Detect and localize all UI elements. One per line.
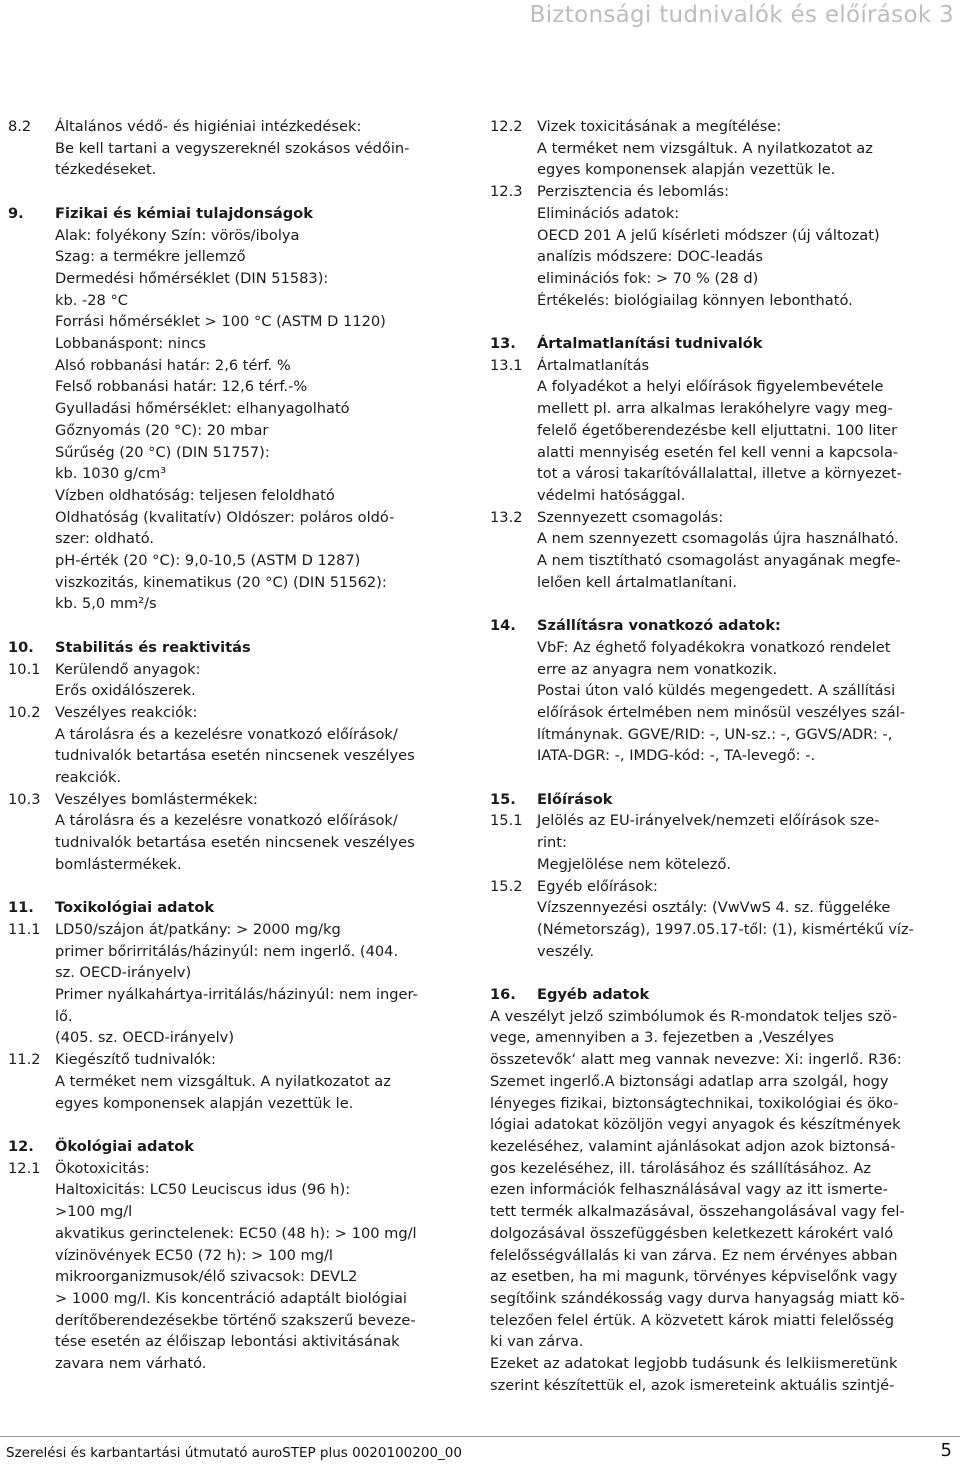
text-line: zavara nem várható. [55, 1355, 207, 1373]
section-number: 10.2 [8, 703, 41, 721]
section-number: 10.1 [8, 660, 41, 678]
text-line: A terméket nem vizsgáltuk. A nyilatkozatot az [55, 1072, 391, 1090]
text-line: (405. sz. OECD-irányelv) [55, 1029, 235, 1047]
section-number: 12.1 [8, 1159, 41, 1177]
page-number: 5 [940, 1440, 952, 1461]
text-line: erre az anyagra nem vonatkozik. [537, 660, 778, 678]
text-line: Be kell tartani a vegyszereknél szokásos védőin- [55, 139, 410, 157]
text-line: Egyéb előírások: [537, 877, 658, 895]
section-text [55, 702, 468, 789]
text-line: lítmánynak. GGVE/RID: -, UN-sz.: -, GGVS/ADR: -, [537, 725, 893, 743]
text-line: telezően felel értük. A közvetett károk miatti felelősség [490, 1311, 895, 1329]
text-line: bomlástermékek. [55, 855, 182, 873]
text-line: Értékelés: biológiailag könnyen lebontható. [537, 291, 853, 309]
section-spacer [8, 876, 468, 898]
text-line: Vízben oldhatóság: teljesen feloldható [55, 486, 335, 504]
section-heading [490, 615, 952, 637]
text-line: viszkozitás, kinematikus (20 °C) (DIN 51562): [55, 573, 387, 591]
section-spacer [490, 593, 952, 615]
text-line: A nem szennyezett csomagolás újra használható. [537, 530, 899, 548]
right-column [490, 116, 952, 1396]
text-line: rint: [537, 834, 567, 852]
text-line: Szállításra vonatkozó adatok: [537, 617, 781, 635]
section-item [8, 789, 468, 876]
text-line: Lobbanáspont: nincs [55, 335, 206, 353]
text-line: akvatikus gerinctelenek: EC50 (48 h): > 100 mg/l [55, 1224, 417, 1242]
text-line: mellett pl. arra alkalmas lerakóhelyre vagy meg- [537, 400, 893, 418]
text-line: kb. 1030 g/cm³ [55, 465, 167, 483]
section-text [55, 1049, 468, 1114]
section-number: 14. [490, 617, 516, 635]
text-line: Stabilitás és reaktivitás [55, 638, 251, 656]
text-line: Perzisztencia és lebomlás: [537, 183, 730, 201]
section-text [537, 810, 952, 875]
section-text [55, 203, 468, 225]
section-title: Biztonsági tudnivalók és előírások 3 [529, 2, 954, 28]
text-line: Szennyezett csomagolás: [537, 508, 724, 526]
section-item [8, 702, 468, 789]
section-item [8, 116, 468, 181]
section-item [8, 1158, 468, 1375]
section-heading [490, 984, 952, 1006]
section-text [537, 615, 952, 637]
text-line: lényeges fizikai, biztonságtechnikai, toxikológiai és öko- [490, 1094, 899, 1112]
section-text [55, 919, 468, 1049]
section-text [537, 181, 952, 311]
section-spacer [490, 962, 952, 984]
section-item [490, 507, 952, 594]
text-line: tett termék alkalmazásával, összehangolásával vagy fel- [490, 1203, 905, 1221]
text-line: egyes komponensek alapján vezettük le. [537, 161, 836, 179]
text-line: A terméket nem vizsgáltuk. A nyilatkozatot az [537, 139, 873, 157]
text-line: >100 mg/l [55, 1203, 133, 1221]
section-number: 13. [490, 335, 516, 353]
text-line: tudnivalók betartása esetén nincsenek veszélyes [55, 747, 415, 765]
text-line: Postai úton való küldés megengedett. A szállítási [537, 682, 896, 700]
section-text [55, 116, 468, 181]
left-column [8, 116, 468, 1375]
text-line: ezen információk felhasználásával vagy az itt ismerte- [490, 1181, 888, 1199]
section-heading [8, 897, 468, 919]
text-line: Ártalmatlanítás [537, 356, 650, 374]
text-line: szerint készítettük el, azok ismereteink aktuális szintjé- [490, 1376, 895, 1394]
text-line: A nem tisztítható csomagolást anyagának megfe- [537, 552, 901, 570]
text-line: sz. OECD-irányelv) [55, 964, 192, 982]
section-text [537, 355, 952, 507]
section-number: 11.2 [8, 1051, 41, 1069]
text-line: Dermedési hőmérséklet (DIN 51583): [55, 269, 329, 287]
section-spacer [8, 615, 468, 637]
section-number [8, 225, 55, 616]
section-number: 15.2 [490, 877, 523, 895]
section-number: 10. [8, 638, 34, 656]
section-text [55, 897, 468, 919]
section-number: 13.1 [490, 356, 523, 374]
section-item [490, 355, 952, 507]
section-spacer [8, 1114, 468, 1136]
text-line: előírások értelmében nem minősül veszélyes szál- [537, 703, 906, 721]
text-line: mikroorganizmusok/élő szivacsok: DEVL2 [55, 1268, 358, 1286]
text-line: primer bőrirritálás/házinyúl: nem ingerlő. (404. [55, 942, 399, 960]
page-header [0, 0, 960, 34]
footer-divider [0, 1436, 960, 1437]
text-line: Ökológiai adatok [55, 1137, 195, 1155]
text-line: lelően kell ártalmatlanítani. [537, 573, 737, 591]
section-text [55, 1158, 468, 1375]
text-line: A veszélyt jelző szimbólumok és R-mondatok teljes szö- [490, 1007, 898, 1025]
text-line: gos kezeléséhez, ill. tárolásához és szállításához. Az [490, 1159, 872, 1177]
text-line: vízinövények EC50 (72 h): > 100 mg/l [55, 1246, 333, 1264]
text-line: Felső robbanási határ: 12,6 térf.-% [55, 378, 308, 396]
text-line: Kerülendő anyagok: [55, 660, 201, 678]
section-number: 10.3 [8, 790, 41, 808]
text-line: analízis módszere: DOC-leadás [537, 248, 764, 266]
text-line: az esetben, ha mi magunk, törvényes képviselőnk vagy [490, 1268, 898, 1286]
text-line: Gyulladási hőmérséklet: elhanyagolható [55, 400, 350, 418]
text-line: Jelölés az EU-irányelvek/nemzeti előírások sze- [537, 812, 880, 830]
section-text [490, 1006, 952, 1397]
text-line: Kiegészítő tudnivalók: [55, 1051, 216, 1069]
section-spacer [490, 767, 952, 789]
section-number: 15.1 [490, 812, 523, 830]
section-number: 11. [8, 899, 34, 917]
text-line: Primer nyálkahártya-irritálás/házinyúl: nem inger- [55, 986, 418, 1004]
text-line: Veszélyes reakciók: [55, 703, 198, 721]
section-text [537, 789, 952, 811]
text-line: lő. [55, 1007, 73, 1025]
text-line: Szemet ingerlő.A biztonsági adatlap arra szolgál, hogy [490, 1072, 889, 1090]
text-line: Általános védő- és higiéniai intézkedések: [55, 118, 362, 135]
text-line: kezeléséhez, valamint ajánlásokat adjon azok biztonsá- [490, 1137, 896, 1155]
text-line: Eliminációs adatok: [537, 204, 680, 222]
section-item [8, 919, 468, 1049]
text-line: tése esetén az élőiszap lebontási aktivitásának [55, 1333, 400, 1351]
section-item [8, 1049, 468, 1114]
text-line: derítőberendezésekbe történő szakszerű beveze- [55, 1311, 416, 1329]
text-line: A tárolásra és a kezelésre vonatkozó előírások/ [55, 812, 398, 830]
section-heading [490, 333, 952, 355]
text-line: Oldhatóság (kvalitatív) Oldószer: poláros oldó- [55, 508, 395, 526]
text-line: vege, amennyiben a 3. fejezetben a ‚Veszélyes [490, 1029, 834, 1047]
text-line: > 1000 mg/l. Kis koncentráció adaptált biológiai [55, 1289, 407, 1307]
section-text [537, 116, 952, 181]
section-text [537, 333, 952, 355]
section-heading [8, 637, 468, 659]
text-line: Ökotoxicitás: [55, 1159, 150, 1177]
page-footer [0, 1436, 960, 1466]
text-line: VbF: Az éghető folyadékokra vonatkozó rendelet [537, 638, 891, 656]
text-line: Gőznyomás (20 °C): 20 mbar [55, 421, 269, 439]
text-line: Alsó robbanási határ: 2,6 térf. % [55, 356, 291, 374]
section-heading [8, 203, 468, 225]
text-line: A tárolásra és a kezelésre vonatkozó előírások/ [55, 725, 398, 743]
text-line: felelősségvállalás ki van zárva. Ez nem érvényes abban [490, 1246, 898, 1264]
section-item [490, 637, 952, 767]
text-line: felelő égetőberendezésbe kell eljuttatni. 100 liter [537, 421, 898, 439]
text-line: ki van zárva. [490, 1333, 584, 1351]
text-line: tot a városi takarítóvállalattal, illetve a környezet- [537, 465, 902, 483]
text-line: Megjelölése nem kötelező. [537, 855, 732, 873]
text-line: szer: oldható. [55, 530, 155, 548]
text-line: tudnivalók betartása esetén nincsenek veszélyes [55, 834, 415, 852]
section-text [537, 876, 952, 963]
section-item [490, 810, 952, 875]
text-line: Sűrűség (20 °C) (DIN 51757): [55, 443, 270, 461]
section-item [8, 659, 468, 702]
text-line: kb. 5,0 mm²/s [55, 595, 157, 613]
section-number: 8.2 [8, 118, 32, 135]
text-line: alatti mennyiség esetén fel kell venni a kapcsola- [537, 443, 899, 461]
footer-document-title: Szerelési és karbantartási útmutató auroSTEP plus 0020100200_00 [6, 1445, 462, 1461]
text-line: összetevők‘ alatt meg vannak nevezve: Xi: ingerlő. R36: [490, 1051, 902, 1069]
text-line: Forrási hőmérséklet > 100 °C (ASTM D 1120) [55, 313, 386, 331]
section-spacer [490, 311, 952, 333]
section-item [8, 225, 468, 616]
text-line: veszély. [537, 942, 595, 960]
text-line: Alak: folyékony Szín: vörös/ibolya [55, 226, 300, 244]
text-line: kb. -28 °C [55, 291, 128, 309]
section-text [55, 637, 468, 659]
section-text [537, 507, 952, 594]
text-line: Vízszennyezési osztály: (VwVwS 4. sz. függeléke [537, 899, 891, 917]
text-line: OECD 201 A jelű kísérleti módszer (új változat) [537, 226, 880, 244]
text-line: Előírások [537, 790, 613, 808]
section-number: 15. [490, 790, 516, 808]
text-line: Vizek toxicitásának a megítélése: [537, 118, 782, 135]
text-line: dolgozásával összefüggésben keletkezett károkért való [490, 1224, 894, 1242]
section-item [490, 876, 952, 963]
text-line: IATA-DGR: -, IMDG-kód: -, TA-levegő: -. [537, 747, 816, 765]
text-line: védelmi hatósággal. [537, 486, 686, 504]
section-text [55, 789, 468, 876]
section-text [537, 984, 952, 1006]
section-text [537, 637, 952, 767]
section-text [55, 225, 468, 616]
text-line: Ezeket az adatokat legjobb tudásunk és lelkiismeretünk [490, 1355, 898, 1373]
section-item [490, 116, 952, 181]
section-number: 12. [8, 1137, 34, 1155]
text-line: A folyadékot a helyi előírások figyelembevétele [537, 378, 884, 396]
text-line: lógiai adatokat közöljön vegyi anyagok és készítmények [490, 1116, 901, 1134]
section-number: 9. [8, 204, 24, 222]
section-number [490, 637, 537, 767]
section-number: 16. [490, 986, 516, 1004]
text-line: reakciók. [55, 769, 122, 787]
section-number: 12.3 [490, 183, 523, 201]
section-item [490, 181, 952, 311]
text-line: Szag: a termékre jellemző [55, 248, 246, 266]
text-line: Toxikológiai adatok [55, 899, 215, 917]
text-line: LD50/szájon át/patkány: > 2000 mg/kg [55, 920, 341, 938]
text-line: pH-érték (20 °C): 9,0-10,5 (ASTM D 1287) [55, 552, 361, 570]
text-line: Ártalmatlanítási tudnivalók [537, 335, 763, 353]
text-line: egyes komponensek alapján vezettük le. [55, 1094, 354, 1112]
text-line: Fizikai és kémiai tulajdonságok [55, 204, 313, 222]
section-heading [490, 789, 952, 811]
text-line: Veszélyes bomlástermékek: [55, 790, 258, 808]
section-heading [8, 1136, 468, 1158]
text-line: Egyéb adatok [537, 986, 650, 1004]
text-line: segítőink szándékosság vagy durva hanyagság miatt kö- [490, 1289, 905, 1307]
section-number: 12.2 [490, 118, 523, 135]
text-line: Haltoxicitás: LC50 Leuciscus idus (96 h): [55, 1181, 351, 1199]
text-line: Erős oxidálószerek. [55, 682, 196, 700]
section-text [55, 659, 468, 702]
section-number: 11.1 [8, 920, 41, 938]
text-line: tézkedéseket. [55, 161, 157, 179]
section-item [490, 1006, 952, 1397]
section-text [55, 1136, 468, 1158]
text-line: eliminációs fok: > 70 % (28 d) [537, 269, 759, 287]
section-number: 13.2 [490, 508, 523, 526]
section-spacer [8, 181, 468, 203]
text-line: (Németország), 1997.05.17-től: (1), kismértékű víz- [537, 920, 914, 938]
